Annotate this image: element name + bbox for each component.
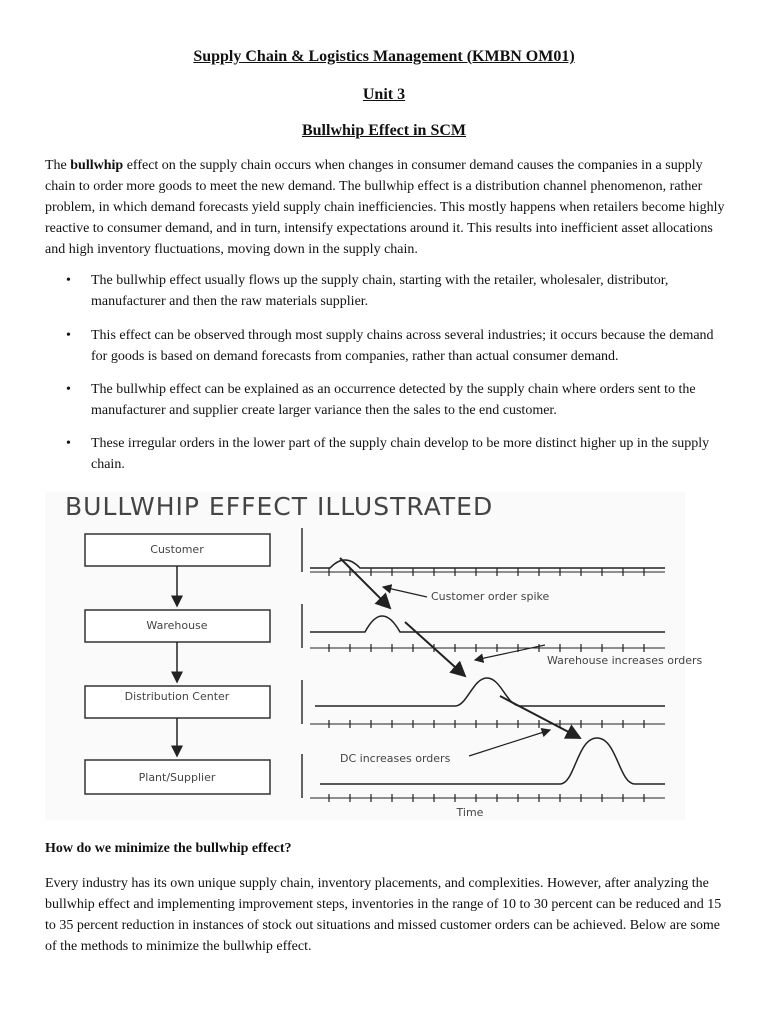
time-axis-label: Time	[456, 806, 484, 819]
bullet-dot-icon: •	[66, 328, 71, 343]
stage-label-line1: Distribution Center	[124, 690, 230, 703]
bullwhip-figure	[45, 492, 703, 820]
section2-paragraph: Every industry has its own unique supply chain, inventory placements, and complexities. However, after analyzing the bullwhip effect and implementing improvement steps, inventories in the range of 10 to 30 percent can be reduced and 15 to 35 percent reduction in instances of stock out situations and missed customer orders can be achieved. Below are some of the methods to minimize the bullwhip effect.	[45, 876, 722, 954]
unit-title: Unit 3	[362, 86, 406, 103]
stage-label: Warehouse	[146, 619, 208, 632]
dc-annotation: DC increases orders	[340, 752, 451, 765]
intro-lead: The	[45, 158, 71, 173]
bullet-dot-icon: •	[66, 436, 71, 451]
bullet-text: The bullwhip effect usually flows up the supply chain, starting with the retailer, wholesaler, distributor, manufacturer and then the raw materials supplier.	[91, 273, 669, 309]
customer-spike-annotation: Customer order spike	[431, 590, 550, 603]
topic-title: Bullwhip Effect in SCM	[301, 122, 466, 139]
intro-bold-word: bullwhip	[70, 158, 124, 173]
intro-rest: effect on the supply chain occurs when changes in consumer demand causes the companies in a supply chain to order more goods to meet the new demand. The bullwhip effect is a distribution channel phenomenon, rather problem, in which demand forecasts yield supply chain inefficiencies. This mostly happens when retailers become highly reactive to consumer demand, and in turn, intensify expectations around it. This results into inefficient asset allocations and high inventory fluctuations, moving down in the supply chain.	[45, 158, 725, 257]
bullet-dot-icon: •	[66, 382, 71, 397]
intro-paragraph	[45, 155, 725, 260]
stage-label: Plant/Supplier	[138, 771, 216, 784]
stage-box-warehouse	[85, 610, 270, 642]
stage-box-customer	[85, 534, 270, 566]
warehouse-annotation: Warehouse increases orders	[547, 654, 703, 667]
stage-box-plant-supplier	[85, 760, 270, 794]
bullet-dot-icon: •	[66, 273, 71, 288]
stage-box-distribution-center	[85, 686, 270, 718]
section2-heading: How do we minimize the bullwhip effect?	[45, 841, 292, 856]
course-title: Supply Chain & Logistics Management (KMBN OM01)	[193, 48, 575, 65]
bullet-text: The bullwhip effect can be explained as an occurrence detected by the supply chain where orders sent to the manufacturer and supplier create larger variance then the sales to the end customer.	[91, 382, 696, 418]
stage-label: Customer	[150, 543, 204, 556]
bullwhip-diagram	[45, 492, 703, 820]
figure-title: BULLWHIP EFFECT ILLUSTRATED	[65, 492, 494, 521]
bullet-text: This effect can be observed through most supply chains across several industries; it occurs because the demand for goods is based on demand forecasts from companies, rather than actual consumer demand.	[91, 328, 714, 364]
bullet-text: These irregular orders in the lower part of the supply chain develop to be more distinct higher up in the supply chain.	[91, 436, 710, 472]
